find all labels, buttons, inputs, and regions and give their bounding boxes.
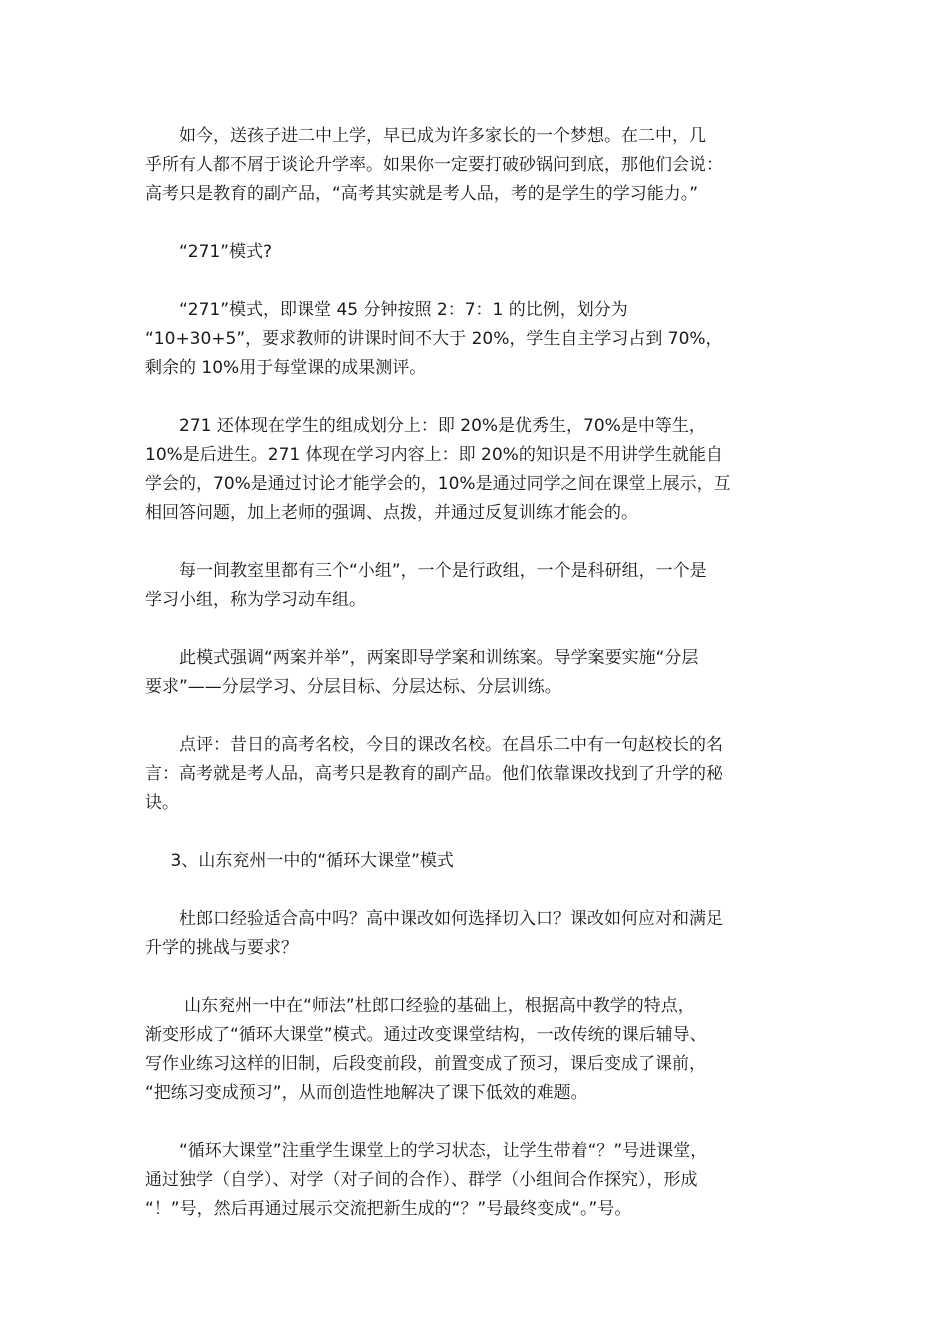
paragraph-line: “10+30+5”，要求教师的讲课时间不大于 20%，学生自主学习占到 70%， [145,329,723,349]
paragraph-line: 通过独学（自学）、对学（对子间的合作）、群学（小组间合作探究），形成 [145,1170,698,1190]
paragraph-line: 升学的挑战与要求？ [145,938,298,958]
paragraph-line: 渐变形成了“循环大课堂”模式。通过改变课堂结构，一改传统的课后辅导、 [145,1025,707,1045]
paragraph-1 [145,122,810,209]
paragraph-line: 剩余的 10%用于每堂课的成果测评。 [145,358,427,378]
paragraph-line: 学习小组，称为学习动车组。 [145,590,366,610]
document-page [145,122,810,1253]
paragraph-line: “271”模式? [179,242,273,262]
paragraph-2-heading [145,238,810,267]
paragraph-line: 山东兖州一中在“师法”杜郎口经验的基础上，根据高中教学的特点， [184,996,695,1016]
paragraph-line: 言：高考就是考人品，高考只是教育的副产品。他们依靠课改找到了升学的秘 [145,764,723,784]
paragraph-line: 乎所有人都不屑于谈论升学率。如果你一定要打破砂锅问到底，那他们会说： [145,155,723,175]
paragraph-line: 学会的，70%是通过讨论才能学会的，10%是通过同学之间在课堂上展示，互 [145,474,731,494]
paragraph-line: “把练习变成预习”，从而创造性地解决了课下低效的难题。 [145,1083,588,1103]
paragraph-line: 3、山东兖州一中的“循环大课堂”模式 [170,851,454,871]
paragraph-line: 杜郎口经验适合高中吗？高中课改如何选择切入口？课改如何应对和满足 [179,909,723,929]
paragraph-line: 此模式强调“两案并举”，两案即导学案和训练案。导学案要实施“分层 [179,648,699,668]
paragraph-line: 诀。 [145,793,179,813]
paragraph-4 [145,412,810,528]
paragraph-6 [145,644,810,702]
paragraph-9 [145,905,810,963]
paragraph-line: 高考只是教育的副产品，“高考其实就是考人品，考的是学生的学习能力。” [145,184,699,204]
paragraph-3 [145,296,810,383]
paragraph-line: “！”号，然后再通过展示交流把新生成的“？”号最终变成“。”号。 [145,1199,632,1219]
section-heading [145,847,810,876]
paragraph-line: “循环大课堂”注重学生课堂上的学习状态，让学生带着“？”号进课堂， [179,1141,708,1161]
paragraph-line: 10%是后进生。271 体现在学习内容上：即 20%的知识是不用讲学生就能自 [145,445,723,465]
paragraph-line: 要求”——分层学习、分层目标、分层达标、分层训练。 [145,677,562,697]
paragraph-line: 相回答问题，加上老师的强调、点拨，并通过反复训练才能会的。 [145,503,638,523]
paragraph-5 [145,557,810,615]
paragraph-line: 如今，送孩子进二中上学，早已成为许多家长的一个梦想。在二中，几 [179,126,706,146]
paragraph-line: 点评：昔日的高考名校，今日的课改名校。在昌乐二中有一句赵校长的名 [179,735,723,755]
paragraph-line: 271 还体现在学生的组成划分上：即 20%是优秀生，70%是中等生， [179,416,706,436]
paragraph-line: “271”模式，即课堂 45 分钟按照 2：7：1 的比例，划分为 [179,300,628,320]
paragraph-line: 每一间教室里都有三个“小组”，一个是行政组，一个是科研组，一个是 [179,561,707,581]
paragraph-7-comment [145,731,810,818]
paragraph-10 [145,992,810,1108]
paragraph-11 [145,1137,810,1224]
paragraph-line: 写作业练习这样的旧制，后段变前段，前置变成了预习，课后变成了课前， [145,1054,706,1074]
